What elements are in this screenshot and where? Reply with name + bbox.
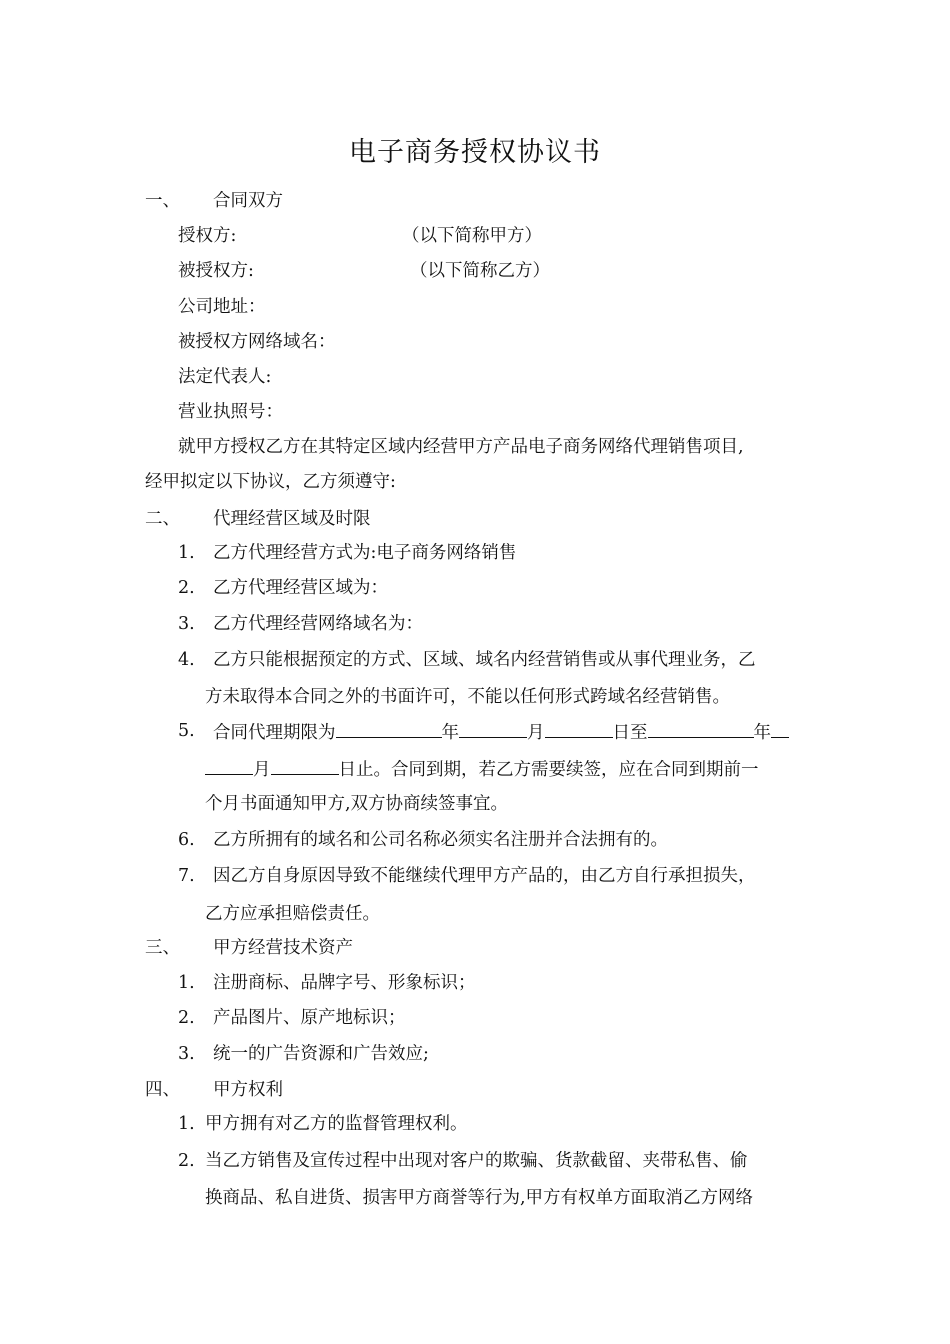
legal-rep-field: 法定代表人: [178,367,272,387]
section-title: 代理经营区域及时限 [213,509,371,529]
end-month-blank-start[interactable] [771,719,789,738]
end-day-blank[interactable] [271,756,339,775]
section-number: 四、 [145,1080,180,1100]
list-number: 3. [178,1044,195,1064]
list-text: 乙方只能根据预定的方式、区域、域名内经营销售或从事代理业务，乙 [213,650,756,670]
address-field: 公司地址： [178,297,266,317]
section-number: 三、 [145,938,180,958]
grantor-note: （以下简称甲方） [402,226,542,246]
year-blank[interactable] [336,719,442,738]
paragraph-line: 就甲方授权乙方在其特定区域内经营甲方产品电子商务网络代理销售项目, [178,437,744,457]
list-continuation: 个月书面通知甲方,双方协商续签事宜。 [205,794,509,814]
end-day-text: 日止。合同到期，若乙方需要续签，应在合同到期前一 [338,760,759,780]
list-text: 乙方代理经营方式为:电子商务网络销售 [213,543,517,563]
list-number: 2. [178,1151,195,1171]
list-continuation: 乙方应承担赔偿责任。 [205,904,380,924]
list-text: 因乙方自身原因导致不能继续代理甲方产品的，由乙方自行承担损失， [213,866,756,886]
list-number: 1. [178,973,195,993]
domain-field: 被授权方网络域名： [178,332,336,352]
list-number: 5. [178,721,195,741]
list-number: 1. [178,1114,195,1134]
list-text [213,719,789,745]
section-number: 二、 [145,509,180,529]
list-number: 6. [178,830,195,850]
list-number: 1. [178,543,195,563]
section-number: 一、 [145,191,180,211]
end-year-blank[interactable] [648,719,754,738]
month-label: 月 [527,723,545,743]
list-continuation: 方未取得本合同之外的书面许可，不能以任何形式跨域名经营销售。 [205,687,730,707]
grantor-label: 授权方: [178,226,237,246]
term-label: 合同代理期限为 [213,723,336,743]
list-text: 产品图片、原产地标识； [213,1008,406,1028]
month-blank[interactable] [459,719,527,738]
list-text: 注册商标、品牌字号、形象标识； [213,973,476,993]
list-number: 2. [178,1008,195,1028]
list-number: 2. [178,578,195,598]
list-text: 乙方代理经营网络域名为： [213,614,423,634]
section-title: 合同双方 [213,191,283,211]
section-title: 甲方权利 [213,1080,283,1100]
list-number: 4. [178,650,195,670]
document-title: 电子商务授权协议书 [349,137,601,168]
list-continuation [205,756,759,782]
list-text: 乙方代理经营区域为： [213,578,388,598]
list-text: 乙方所拥有的域名和公司名称必须实名注册并合法拥有的。 [213,830,668,850]
list-number: 3. [178,614,195,634]
end-month-label: 月 [253,760,271,780]
grantee-note: （以下简称乙方） [410,261,550,281]
day-blank[interactable] [545,719,613,738]
year-label: 年 [441,723,459,743]
list-text: 甲方拥有对乙方的监督管理权利。 [205,1114,468,1134]
day-to-label: 日至 [612,723,648,743]
list-text: 统一的广告资源和广告效应; [213,1044,429,1064]
end-month-blank-end[interactable] [205,756,253,775]
grantee-label: 被授权方: [178,261,254,281]
list-text: 当乙方销售及宣传过程中出现对客户的欺骗、货款截留、夹带私售、偷 [205,1151,748,1171]
list-continuation: 换商品、私自进货、损害甲方商誉等行为,甲方有权单方面取消乙方网络 [205,1188,754,1208]
end-year-label: 年 [753,723,771,743]
list-number: 7. [178,866,195,886]
paragraph-line: 经甲拟定以下协议，乙方须遵守: [145,472,396,492]
license-field: 营业执照号： [178,402,283,422]
section-title: 甲方经营技术资产 [213,938,353,958]
